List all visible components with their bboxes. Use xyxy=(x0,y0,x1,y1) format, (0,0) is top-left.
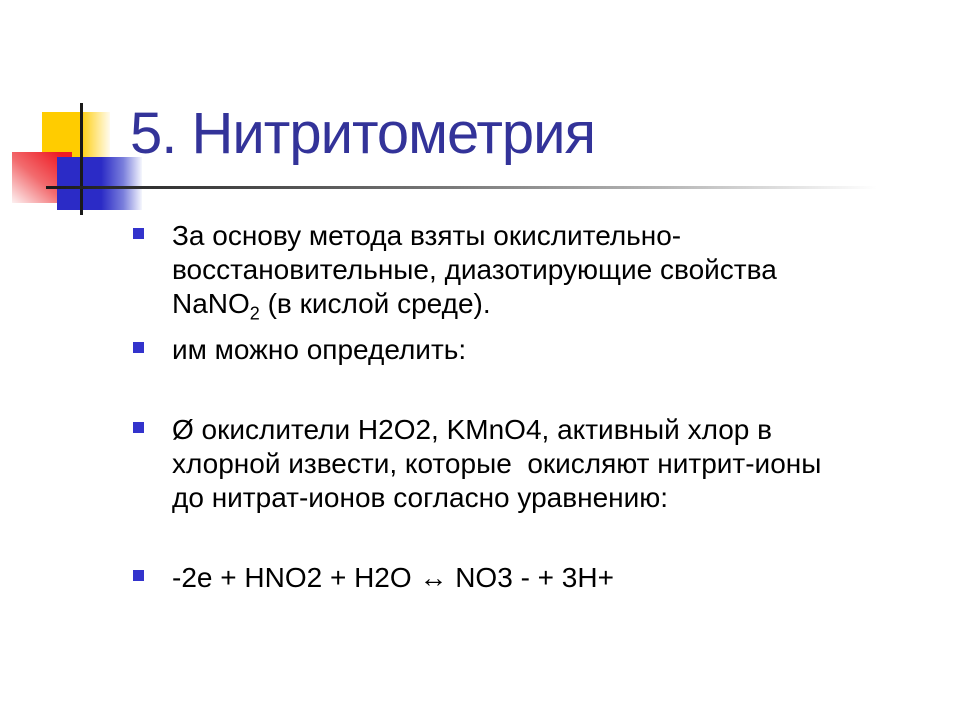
empty-line-spacer xyxy=(133,379,930,413)
formula-suffix: (в кислой среде). xyxy=(259,288,491,319)
formula-subscript: 2 xyxy=(249,303,260,324)
bullet-text-line-formula xyxy=(172,287,930,324)
equation-text-line: -2e + HNO2 + H2O ↔ NO3 - + 3H+ xyxy=(172,562,614,593)
formula-prefix: NaNO xyxy=(172,288,250,319)
yellow-square-decoration xyxy=(42,112,110,157)
bullet-text-line: хлорной извести, которые окисляют нитрит-ионы xyxy=(172,448,822,479)
bullet-text-line: Ø окислители H2O2, KMnO4, активный хлор в xyxy=(172,414,773,445)
bullet-text-line: За основу метода взяты окислительно- xyxy=(172,220,682,251)
bullet-square-icon xyxy=(133,342,144,353)
bullet-paragraph-equation xyxy=(133,561,930,595)
bullet-square-icon xyxy=(133,228,144,239)
title-underline-rule xyxy=(46,186,877,189)
bullet-text-line: до нитрат-ионов согласно уравнению: xyxy=(172,482,669,513)
bullet-paragraph xyxy=(133,413,930,515)
bullet-paragraph xyxy=(133,333,930,367)
empty-line-spacer xyxy=(133,527,930,561)
bullet-text-line: восстановительные, диазотирующие свойства xyxy=(172,254,777,285)
slide-title: 5. Нитритометрия xyxy=(130,101,595,166)
bullet-square-icon xyxy=(133,570,144,581)
slide-body xyxy=(133,219,930,607)
bullet-text-line: им можно определить: xyxy=(172,334,467,365)
bullet-square-icon xyxy=(133,422,144,433)
bullet-paragraph xyxy=(133,219,930,324)
vertical-rule-decoration xyxy=(80,103,83,215)
